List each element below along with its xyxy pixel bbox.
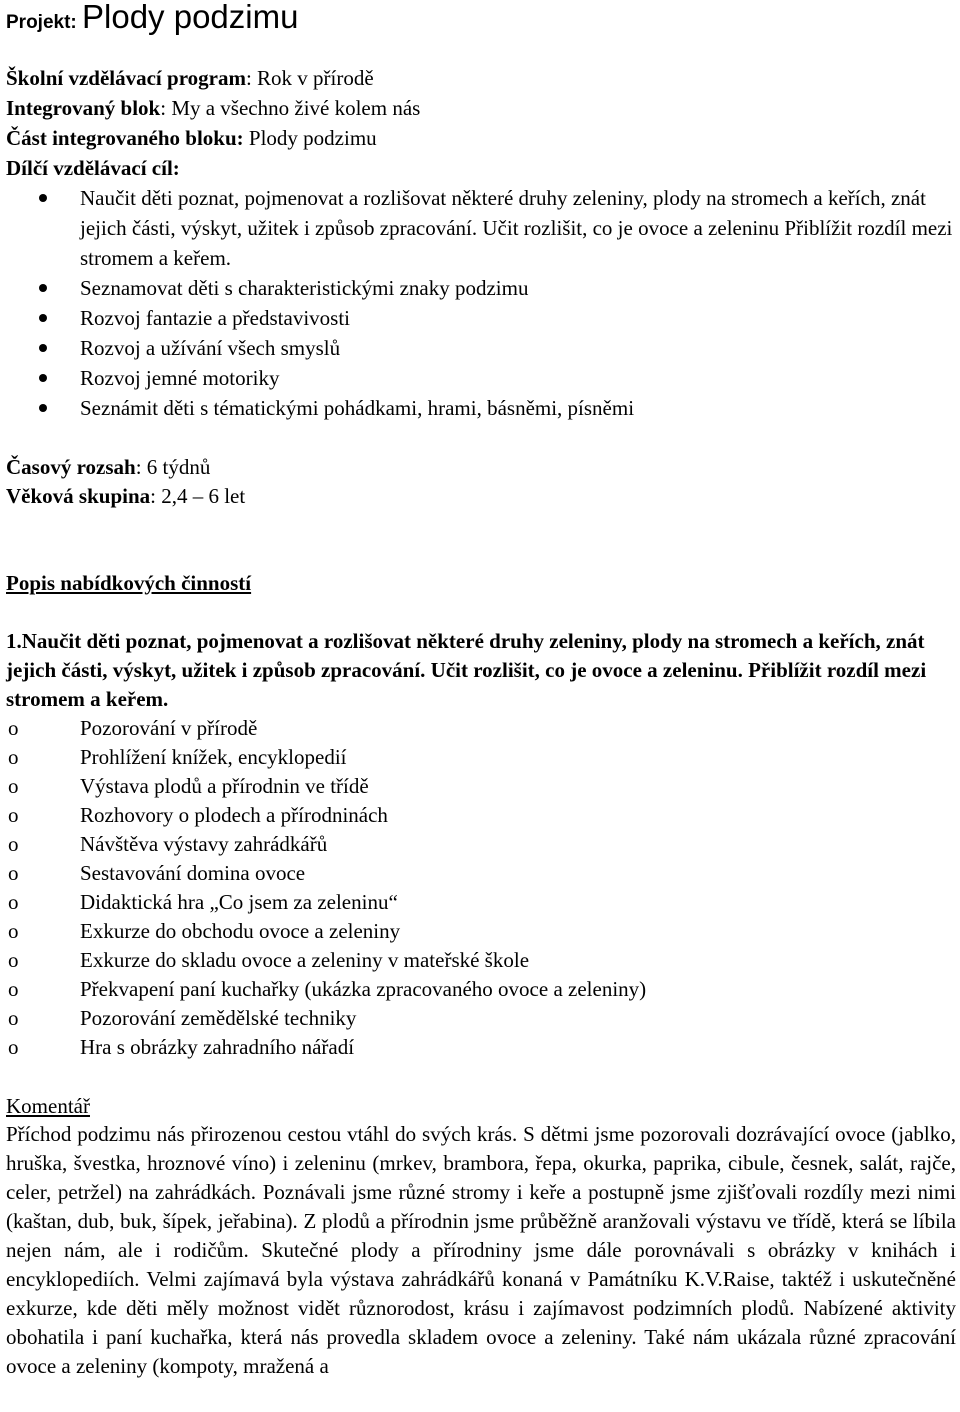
activity-text: Hra s obrázky zahradního nářadí [80,1035,355,1059]
goal-item [6,363,956,393]
bullet-marker: o [8,890,19,914]
activity-text: Prohlížení knížek, encyklopedií [80,745,347,769]
age-label: Věková skupina [6,484,151,508]
activity-item [6,801,646,830]
goal-heading [6,153,180,183]
activity-text: Exkurze do skladu ovoce a zeleniny v mateřské škole [80,948,530,972]
project-header [6,0,298,36]
activity-item [6,714,646,743]
block-value: : My a všechno živé kolem nás [160,96,421,120]
activity-text: Výstava plodů a přírodnin ve třídě [80,774,369,798]
age-value: : 2,4 – 6 let [150,484,246,508]
bullet-icon [39,284,47,292]
part-label: Část integrovaného bloku: [6,126,244,150]
activity-text: Návštěva výstavy zahrádkářů [80,832,328,856]
program-value: : Rok v přírodě [245,66,374,90]
activity-heading: 1.Naučit děti poznat, pojmenovat a rozlišovat některé druhy zeleniny, plody na stromech a keřích, znát jejich části, výskyt, užitek i způsob zpracování. Učit rozlišit, co je ovoce a zeleninu. Přiblížit rozdíl mezi stromem a keřem. [6,629,927,711]
goal-text: Rozvoj a užívání všech smyslů [80,336,341,360]
time-value: : 6 týdnů [135,455,211,479]
goal-text: Seznamovat děti s charakteristickými znaky podzimu [80,276,529,300]
bullet-marker: o [8,745,19,769]
bullet-marker: o [8,803,19,827]
activity-item [6,859,646,888]
goal-item [6,273,956,303]
goal-item [6,183,956,273]
goal-text: Rozvoj fantazie a představivosti [80,306,350,330]
project-title: Plody podzimu [82,0,299,35]
block-label: Integrovaný blok [6,96,161,120]
section-heading: Popis nabídkových činností [6,571,252,595]
activity-item [6,975,646,1004]
activity-item [6,946,646,975]
time-label: Časový rozsah [6,455,136,479]
bullet-marker: o [8,861,19,885]
bullet-icon [39,404,47,412]
goal-text: Rozvoj jemné motoriky [80,366,280,390]
program-label: Školní vzdělávací program [6,66,246,90]
activity-item [6,1033,646,1062]
activity-item [6,772,646,801]
bullet-marker: o [8,919,19,943]
bullet-icon [39,344,47,352]
activity-item [6,917,646,946]
part-value: Plody podzimu [243,126,377,150]
bullet-icon [39,194,47,202]
goal-item [6,303,956,333]
activity-text: Rozhovory o plodech a přírodninách [80,803,388,827]
activity-text: Exkurze do obchodu ovoce a zeleniny [80,919,401,943]
comment-heading: Komentář [6,1094,90,1118]
bullet-marker: o [8,977,19,1001]
bullet-marker: o [8,1006,19,1030]
part-line [6,123,377,153]
goals-list [6,183,956,423]
bullet-marker: o [8,948,19,972]
bullet-marker: o [8,1035,19,1059]
bullet-icon [39,314,47,322]
bullet-icon [39,374,47,382]
goal-label: Dílčí vzdělávací cíl: [6,156,180,180]
activity-text: Překvapení paní kuchařky (ukázka zpracovaného ovoce a zeleniny) [80,977,647,1001]
goal-item [6,393,956,423]
activity-item [6,888,646,917]
activity-text: Sestavování domina ovoce [80,861,306,885]
activity-item [6,1004,646,1033]
goal-text: Naučit děti poznat, pojmenovat a rozlišovat některé druhy zeleniny, plody na stromech a keřích, znát jejich části, výskyt, užitek i způsob zpracování. Učit rozlišit, co je ovoce a zeleninu Přiblížit rozdíl mezi stromem a keřem. [80,186,953,270]
age-line [6,481,245,511]
activity-text: Didaktická hra „Co jsem za zeleninu“ [80,890,398,914]
activities-list [6,714,646,1062]
comment-text: Příchod podzimu nás přirozenou cestou vtáhl do svých krás. S dětmi jsme pozorovali dozrávající ovoce (jablko, hruška, švestka, hroznové víno) i zeleninu (mrkev, brambora, řepa, okurka, paprika, cibule, česnek, salát, rajče, celer, petržel) na zahrádkách. Poznávali jsme různé stromy i keře a postupně jsme zjišťovali rozdíly mezi nimi (kaštan, dub, buk, šípek, jeřabina). Z plodů a přírodnin jsme průběžně aranžovali výstavu ve třídě, která se líbila nejen nám, ale i rodičům. Skutečné plody a přírodniny jsme dále porovnávali s obrázky v knihách i encyklopediích. Velmi zajímavá byla výstava zahrádkářů konaná v Památníku K.V.Raise, taktéž i uskutečněné exkurze, kde děti měly možnost vidět různorodost, krásu i zajímavost podzimních plodů. Nabízené aktivity obohatila i paní kuchařka, která nás provedla skladem ovoce a zeleniny. Také nám ukázala různé zpracování ovoce a zeleniny (kompoty, mražená a [6,1122,956,1378]
bullet-marker: o [8,716,19,740]
activity-text: Pozorování zemědělské techniky [80,1006,357,1030]
bullet-marker: o [8,774,19,798]
project-label: Projekt: [6,12,77,33]
activity-item [6,830,646,859]
activity-text: Pozorování v přírodě [80,716,258,740]
goal-item [6,333,956,363]
block-line [6,93,420,123]
bullet-marker: o [8,832,19,856]
goal-text: Seznámit děti s tématickými pohádkami, hrami, básněmi, písněmi [80,396,635,420]
activity-item [6,743,646,772]
program-line [6,63,374,93]
time-line [6,452,210,482]
